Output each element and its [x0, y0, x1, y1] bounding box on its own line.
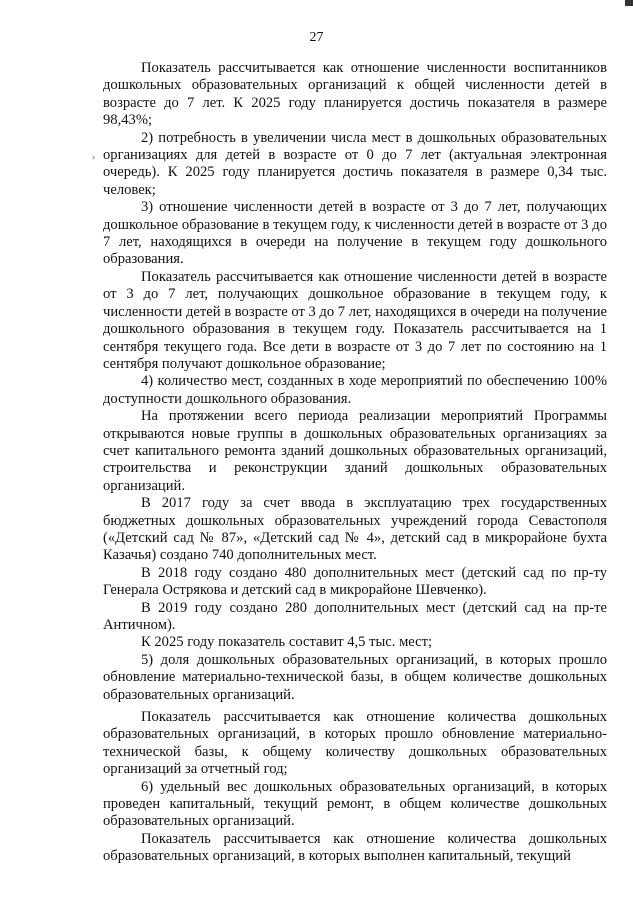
paragraph-4: Показатель рассчитывается как отношение численности детей в возрасте от 3 до 7 лет, получающих дошкольное образование в текущем году, к численности детей в возрасте от 3 до 7 лет, находящихся в очереди на получение дошкольного образования в текущем году. Показатель рассчитывается на 1 сентября текущего года. Все дети в возрасте от 3 до 7 лет по состоянию на 1 сентября получают дошкольное образование; [103, 268, 607, 372]
paragraph-2: 2) потребность в увеличении числа мест в дошкольных образовательных организациях для детей в возрасте от 0 до 7 лет (актуальная электронная очередь). К 2025 году планируется достичь показателя в размере 0,34 тыс. человек; [103, 129, 607, 198]
paragraph-11: 5) доля дошкольных образовательных организаций, в которых прошло обновление материально-технической базы, в общем количестве дошкольных образовательных организаций. [103, 651, 607, 703]
paragraph-14: Показатель рассчитывается как отношение количества дошкольных образовательных организаций, в которых выполнен капитальный, текущий [103, 830, 607, 865]
scan-dot-mark: › [92, 152, 96, 163]
paragraph-8: В 2018 году создано 480 дополнительных мест (детский сад по пр-ту Генерала Острякова и детский сад в микрорайоне Шевченко). [103, 564, 607, 599]
page-number: 27 [309, 30, 324, 45]
paragraph-1: Показатель рассчитывается как отношение численности воспитанников дошкольных образовательных организаций к общей численности детей в возрасте до 7 лет. К 2025 году планируется достичь показателя в размере 98,43%; [103, 60, 607, 129]
paragraph-12: Показатель рассчитывается как отношение количества дошкольных образовательных организаций, в которых прошло обновление материально-технической базы, к общему количеству дошкольных образовательных организаций за отчетный год; [103, 709, 607, 778]
paragraph-6: На протяжении всего периода реализации мероприятий Программы открываются новые группы в дошкольных образовательных организациях за счет капитального ремонта зданий дошкольных образовательных организаций, строительства и реконструкции зданий дошкольных образовательных организаций. [103, 408, 607, 494]
paragraph-3: 3) отношение численности детей в возрасте от 3 до 7 лет, получающих дошкольное образование в текущем году, к численности детей в возрасте от 3 до 7 лет, находящихся в очереди на получение в текущем году дошкольного образования. [103, 199, 607, 268]
document-body [103, 60, 607, 866]
paragraph-7: В 2017 году за счет ввода в эксплуатацию трех государственных бюджетных дошкольных образовательных учреждений города Севастополя («Детский сад № 87», «Детский сад № 4», детский сад в микрорайоне бухта Казачья) создано 740 дополнительных мест. [103, 495, 607, 564]
paragraph-10: К 2025 году показатель составит 4,5 тыс. мест; [141, 634, 433, 651]
paragraph-9: В 2019 году создано 280 дополнительных мест (детский сад на пр-те Античном). [103, 599, 607, 633]
paragraph-5: 4) количество мест, созданных в ходе мероприятий по обеспечению 100% доступности дошкольного образования. [103, 373, 607, 407]
paragraph-13: 6) удельный вес дошкольных образовательных организаций, в которых проведен капитальный, текущий ремонт, в общем количестве дошкольных образовательных организаций. [103, 778, 607, 830]
scan-corner-mark [625, 0, 633, 6]
